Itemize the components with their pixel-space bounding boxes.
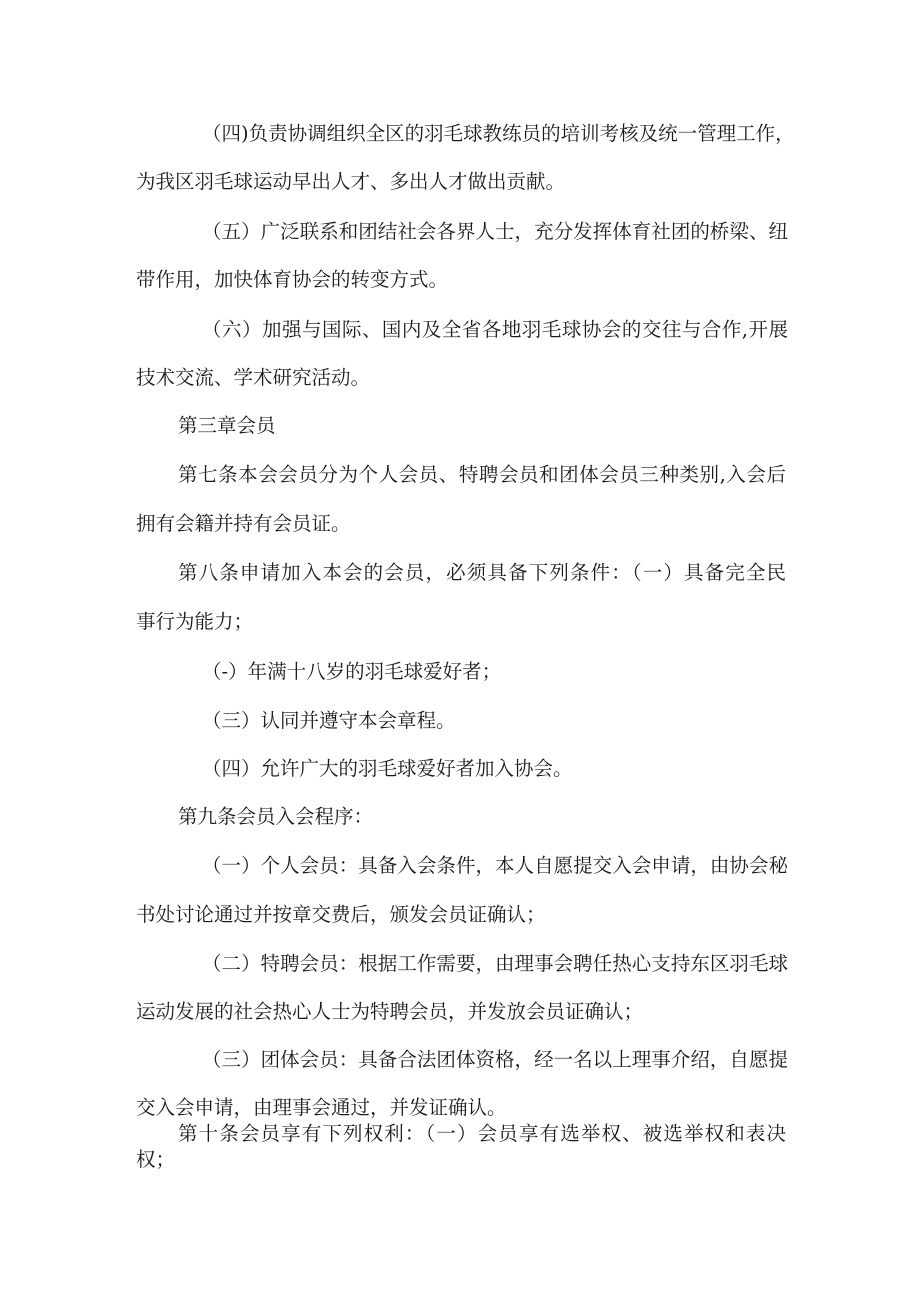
paragraph-line: 第七条本会会员分为个人会员、特聘会员和团体会员三种类别,入会后	[178, 463, 786, 486]
paragraph-line: 第九条会员入会程序：	[178, 805, 374, 828]
paragraph-line: 交入会申请，由理事会通过，并发证确认。	[136, 1096, 507, 1119]
chapter-heading: 第三章会员	[178, 414, 276, 437]
paragraph-line: （一）个人会员：具备入会条件，本人自愿提交入会申请，由协会秘	[202, 854, 788, 877]
paragraph-line: 带作用，加快体育协会的转变方式。	[136, 268, 449, 291]
paragraph-line: （四)负责协调组织全区的羽毛球教练员的培训考核及统一管理工作，	[202, 122, 795, 145]
paragraph-line: （二）特聘会员：根据工作需要，由理事会聘任热心支持东区羽毛球	[202, 952, 788, 975]
paragraph-line: 权；	[136, 1148, 176, 1171]
paragraph-line: （三）团体会员：具备合法团体资格，经一名以上理事介绍，自愿提	[202, 1048, 788, 1071]
paragraph-line: 运动发展的社会热心人士为特聘会员，并发放会员证确认；	[136, 1000, 644, 1023]
paragraph-line: 第十条会员享有下列权利：（一）会员享有选举权、被选举权和表决	[178, 1122, 786, 1145]
list-item: （四）允许广大的羽毛球爱好者加入协会。	[202, 757, 573, 780]
paragraph-line: 拥有会籍并持有会员证。	[136, 512, 351, 535]
list-item: （-）年满十八岁的羽毛球爱好者；	[202, 660, 502, 683]
paragraph-line: 事行为能力；	[136, 610, 254, 633]
paragraph-line: 技术交流、学术研究活动。	[136, 366, 371, 389]
paragraph-line: 第八条申请加入本会的会员，必须具备下列条件：（一）具备完全民	[178, 561, 786, 584]
list-item: （三）认同并遵守本会章程。	[202, 709, 456, 732]
paragraph-line: （六）加强与国际、国内及全省各地羽毛球协会的交往与合作,开展	[202, 318, 788, 341]
paragraph-line: 为我区羽毛球运动早出人才、多出人才做出贡献。	[136, 170, 566, 193]
paragraph-line: 书处讨论通过并按章交费后，颁发会员证确认；	[136, 903, 546, 926]
paragraph-line: （五）广泛联系和团结社会各界人士，充分发挥体育社团的桥梁、纽	[202, 220, 788, 243]
